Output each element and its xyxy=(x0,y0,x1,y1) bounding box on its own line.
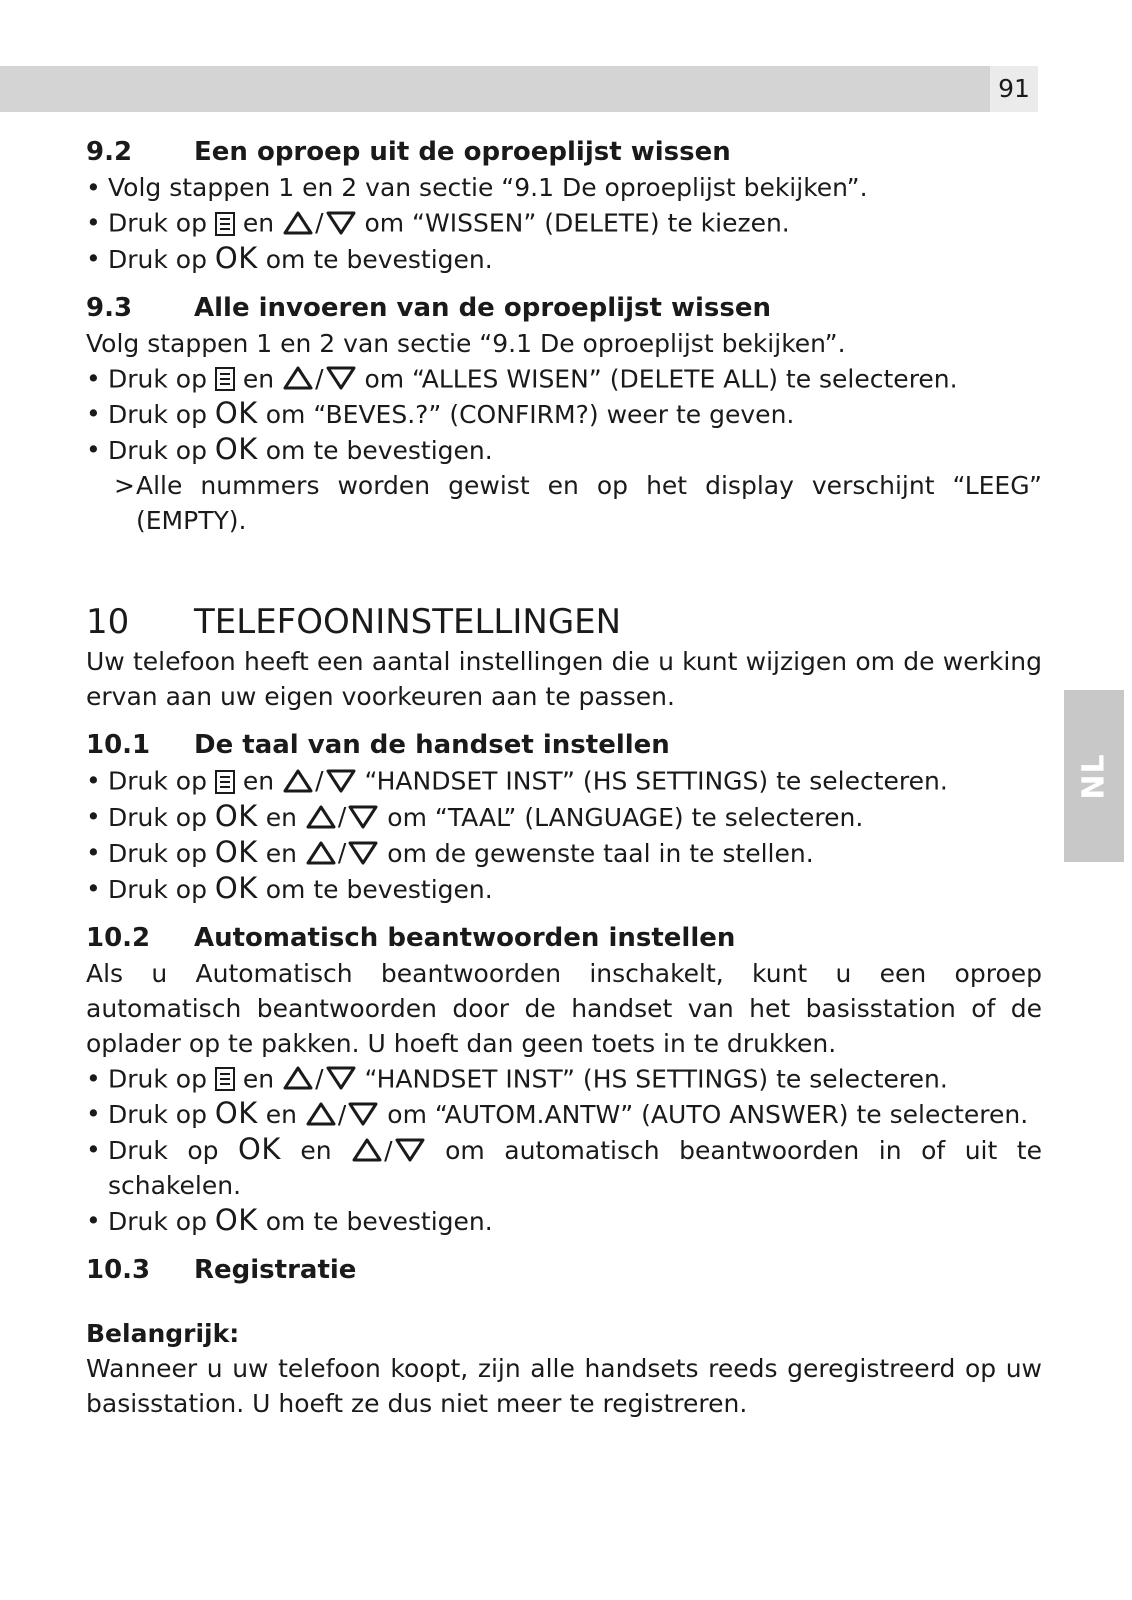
bullet: • xyxy=(86,873,101,903)
ok-key: OK xyxy=(214,240,258,275)
key-separator: / xyxy=(315,1063,324,1093)
menu-key-icon xyxy=(215,1067,235,1091)
down-arrow-icon xyxy=(325,768,357,794)
section-number: 10.3 xyxy=(86,1255,151,1285)
up-arrow-icon xyxy=(282,768,314,794)
menu-key-icon xyxy=(215,770,235,794)
ok-key: OK xyxy=(214,432,258,466)
ok-key: OK xyxy=(238,1132,281,1166)
list-item-text: en xyxy=(265,1100,297,1129)
up-down-keys xyxy=(305,799,379,834)
page-content xyxy=(86,135,1042,1421)
list-item-text: Druk op xyxy=(108,364,207,393)
bullet: • xyxy=(86,399,101,428)
list-item xyxy=(86,1132,1042,1203)
list-item-text: Druk op xyxy=(108,400,207,429)
down-arrow-icon xyxy=(347,840,379,866)
section-number: 9.3 xyxy=(86,292,133,323)
list-item-text: Druk op xyxy=(108,1207,207,1236)
list-item-text: en xyxy=(242,208,275,238)
bullet: • xyxy=(86,208,101,237)
bullet: • xyxy=(86,801,101,831)
list-item-text: Druk op xyxy=(108,436,207,465)
down-arrow-icon xyxy=(347,1101,379,1127)
list-item-text: om “ALLES WISEN” (DELETE ALL) te selecteren. xyxy=(364,364,958,393)
list-item-text: Druk op xyxy=(108,208,207,238)
paragraph: Volg stappen 1 en 2 van sectie “9.1 De oproeplijst bekijken”. xyxy=(86,328,846,358)
section-title: Automatisch beantwoorden instellen xyxy=(194,922,736,953)
down-arrow-icon xyxy=(325,365,357,391)
list-item-text: om “WISSEN” (DELETE) te kiezen. xyxy=(364,208,790,238)
list-item-text: Druk op xyxy=(108,1136,219,1165)
list-item xyxy=(86,763,1042,799)
list-item xyxy=(86,241,1042,277)
paragraph: Wanneer u uw telefoon koopt, zijn alle handsets reeds geregistreerd op uw basisstation. U hoeft ze dus niet meer te registreren. xyxy=(86,1354,1042,1418)
bullet: • xyxy=(86,435,101,464)
list-item-text: om automatisch beantwoorden in of uit te schakelen. xyxy=(108,1136,1042,1200)
key-separator: / xyxy=(315,208,324,237)
key-separator: / xyxy=(315,363,324,393)
up-down-keys xyxy=(305,1097,379,1132)
list-item-text: Druk op xyxy=(108,766,207,796)
section-title: De taal van de handset instellen xyxy=(194,730,670,760)
section-title: Alle invoeren van de oproeplijst wissen xyxy=(194,292,771,323)
up-down-keys xyxy=(282,763,356,798)
bullet: • xyxy=(86,243,101,273)
up-down-keys xyxy=(282,1061,356,1096)
up-arrow-icon xyxy=(305,840,337,866)
list-item-text: om te bevestigen. xyxy=(265,436,493,465)
list-item-text: Druk op xyxy=(108,838,207,868)
chapter-number: 10 xyxy=(86,602,130,642)
up-arrow-icon xyxy=(282,365,314,391)
list-item xyxy=(86,205,1042,241)
list-item-text: Druk op xyxy=(108,874,207,904)
section-number: 9.2 xyxy=(86,137,133,167)
list-item-text: om te bevestigen. xyxy=(265,244,493,274)
result-note xyxy=(86,468,1042,538)
section-heading xyxy=(86,291,1042,326)
up-down-keys xyxy=(305,835,379,870)
section-title: Een oproep uit de oproeplijst wissen xyxy=(194,137,731,167)
list-item xyxy=(86,396,1042,432)
ok-key: OK xyxy=(214,1096,258,1130)
chapter-title: TELEFOONINSTELLINGEN xyxy=(194,602,622,642)
up-arrow-icon xyxy=(282,1065,314,1091)
up-down-keys xyxy=(282,361,356,396)
chapter-heading xyxy=(86,600,1042,644)
list-item-text: Druk op xyxy=(108,244,207,274)
list-item xyxy=(86,871,1042,907)
language-tab xyxy=(1064,690,1124,862)
up-arrow-icon xyxy=(351,1137,383,1163)
list-item-text: Volg stappen 1 en 2 van sectie “9.1 De oproeplijst bekijken”. xyxy=(108,173,868,202)
section-heading xyxy=(86,1253,1042,1288)
language-tab-label: NL xyxy=(1076,752,1112,800)
section-heading xyxy=(86,135,1042,170)
list-item-text: om “TAAL” (LANGUAGE) te selecteren. xyxy=(387,802,864,832)
down-arrow-icon xyxy=(325,210,357,236)
bullet: • xyxy=(86,766,101,795)
list-item-text: “HANDSET INST” (HS SETTINGS) te selecteren. xyxy=(364,766,948,796)
section-number: 10.1 xyxy=(86,730,151,760)
key-separator: / xyxy=(337,802,347,831)
menu-key-icon xyxy=(215,367,235,391)
down-arrow-icon xyxy=(347,804,379,830)
key-separator: / xyxy=(337,838,347,867)
paragraph: Als u Automatisch beantwoorden inschakelt, kunt u een oproep automatisch beantwoorden door de handset van het basisstation of de oplader op te pakken. U hoeft dan geen toets in te drukken. xyxy=(86,958,1042,1058)
list-item xyxy=(86,1203,1042,1239)
list-item-text: Druk op xyxy=(108,802,207,832)
list-item-text: om “BEVES.?” (CONFIRM?) weer te geven. xyxy=(265,400,795,429)
section-title: Registratie xyxy=(194,1255,357,1285)
result-marker: > xyxy=(114,471,135,500)
menu-key-icon xyxy=(215,212,235,236)
paragraph: Uw telefoon heeft een aantal instellingen die u kunt wijzigen om de werking ervan aan uw eigen voorkeuren aan te passen. xyxy=(86,647,1042,711)
ok-key: OK xyxy=(214,870,258,905)
list-item-text: en xyxy=(242,1064,275,1093)
list-item xyxy=(86,432,1042,468)
list-item-text: en xyxy=(265,802,297,832)
ok-key: OK xyxy=(214,798,258,833)
list-item xyxy=(86,1096,1042,1132)
down-arrow-icon xyxy=(325,1065,357,1091)
list-item-text: om “AUTOM.ANTW” (AUTO ANSWER) te selecteren. xyxy=(387,1100,1029,1129)
list-item-text: en xyxy=(242,364,275,393)
key-separator: / xyxy=(337,1099,347,1129)
list-item-text: Druk op xyxy=(108,1064,207,1093)
section-heading xyxy=(86,728,1042,763)
list-item xyxy=(86,799,1042,835)
section-number: 10.2 xyxy=(86,922,151,953)
bullet: • xyxy=(86,173,101,202)
bullet: • xyxy=(86,837,101,867)
up-down-keys xyxy=(351,1133,425,1168)
important-label: Belangrijk: xyxy=(86,1319,240,1348)
list-item xyxy=(86,835,1042,871)
bullet: • xyxy=(86,1135,101,1164)
page-number: 91 xyxy=(990,66,1038,112)
ok-key: OK xyxy=(214,1203,258,1237)
list-item xyxy=(86,170,1042,205)
up-arrow-icon xyxy=(305,804,337,830)
list-item-text: en xyxy=(265,838,297,868)
list-item-text: om te bevestigen. xyxy=(265,1207,493,1236)
list-item-text: en xyxy=(300,1136,332,1165)
up-down-keys xyxy=(282,205,356,240)
list-item-text: om de gewenste taal in te stellen. xyxy=(387,838,814,868)
header-bar xyxy=(0,66,990,112)
key-separator: / xyxy=(315,766,324,795)
list-item-text: “HANDSET INST” (HS SETTINGS) te selecteren. xyxy=(364,1064,948,1093)
section-heading xyxy=(86,921,1042,956)
bullet: • xyxy=(86,1099,101,1128)
up-arrow-icon xyxy=(305,1101,337,1127)
bullet: • xyxy=(86,363,101,393)
up-arrow-icon xyxy=(282,210,314,236)
ok-key: OK xyxy=(214,396,258,430)
list-item xyxy=(86,1061,1042,1097)
down-arrow-icon xyxy=(394,1137,426,1163)
bullet: • xyxy=(86,1063,101,1093)
key-separator: / xyxy=(384,1135,393,1165)
bullet: • xyxy=(86,1206,101,1235)
list-item-text: Druk op xyxy=(108,1100,207,1129)
list-item xyxy=(86,361,1042,397)
result-text: Alle nummers worden gewist en op het display verschijnt “LEEG” (EMPTY). xyxy=(136,471,1042,535)
list-item-text: en xyxy=(242,766,275,796)
ok-key: OK xyxy=(214,834,258,869)
list-item-text: om te bevestigen. xyxy=(265,874,493,904)
